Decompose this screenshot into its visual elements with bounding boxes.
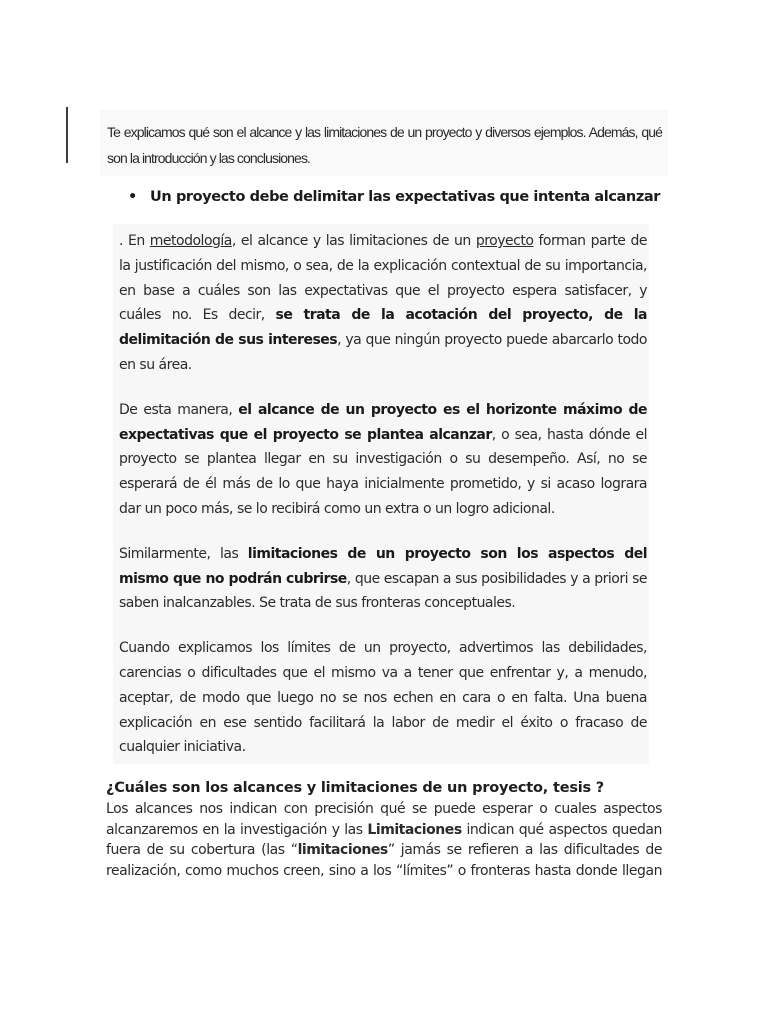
text-run: Los alcances nos indican con precisión qué se puede esperar o cuales aspectos alcanzaremos en la investigación y las <box>106 801 662 838</box>
bullet-text: Un proyecto debe delimitar las expectativas que intenta alcanzar <box>150 189 661 205</box>
bullet-icon: • <box>128 189 137 205</box>
text-run: . En <box>119 233 150 249</box>
text-run: , o sea, hasta dónde el proyecto se plantea llegar en su investigación o su desempeño. Así, no se esperará de él más de lo que haya inicialmente prometido, y si acaso lograra dar un poco más, se lo recibirá como un extra o un logro adicional. <box>119 426 647 517</box>
link-proyecto[interactable]: proyecto <box>475 233 534 249</box>
text-run: , el alcance y las limitaciones de un <box>231 233 476 249</box>
bullet-item <box>128 184 664 210</box>
article-body <box>113 224 649 764</box>
paragraph-limites <box>113 636 649 760</box>
text-run: , ya que ningún proyecto puede abarcarlo todo en su área. <box>119 332 647 373</box>
paragraph-methodology <box>113 224 649 378</box>
text-run: De esta manera, <box>119 401 239 418</box>
section-heading: ¿Cuáles son los alcances y limitaciones de un proyecto, tesis ? <box>106 780 605 796</box>
intro-block <box>100 110 668 176</box>
text-run: Similarmente, las <box>119 545 248 562</box>
text-run: , que escapan a sus posibilidades y a priori se saben inalcanzables. Se trata de sus fronteras conceptuales. <box>119 570 647 612</box>
text-run: Cuando explicamos los límites de un proyecto, advertimos las debilidades, carencias o dificultades que el mismo va a tener que enfrentar y, a menudo, aceptar, de modo que luego no se nos echen en cara o en falta. Una buena explicación en ese sentido facilitará la labor de medir el éxito o fracaso de cualquier iniciativa. <box>119 640 647 756</box>
paragraph-limitaciones <box>113 542 649 616</box>
margin-change-bar <box>66 107 68 163</box>
bold-run: limitaciones <box>297 842 388 858</box>
text-run: ” jamás se refieren a las dificultades de realización, como muchos creen, sino a los “límites” o fronteras hasta donde llegan <box>106 842 662 879</box>
bold-run: Limitaciones <box>367 821 462 838</box>
section-paragraph <box>106 799 662 881</box>
section-alcances <box>106 777 662 881</box>
text-run: indican qué aspectos quedan fuera de su cobertura (las “ <box>106 821 662 858</box>
paragraph-alcance <box>113 398 649 522</box>
text-run: forman parte de la justificación del mismo, o sea, de la explicación contextual de su importancia, en base a cuáles son las expectativas que el proyecto espera satisfacer, y cuáles no. Es decir, <box>119 233 647 324</box>
intro-text: Te explicamos qué son el alcance y las limitaciones de un proyecto y diversos ejemplos. Además, qué son la introducción y las conclusiones. <box>107 124 662 166</box>
bold-run: limitaciones de un proyecto son los aspectos del mismo que no podrán cubrirse <box>119 545 648 587</box>
link-metodologia[interactable]: metodología <box>149 233 232 249</box>
bold-run: el alcance de un proyecto es el horizonte máximo de expectativas que el proyecto se plantea alcanzar <box>119 401 647 443</box>
bold-run: se trata de la acotación del proyecto, de la delimitación de sus intereses <box>119 307 648 349</box>
